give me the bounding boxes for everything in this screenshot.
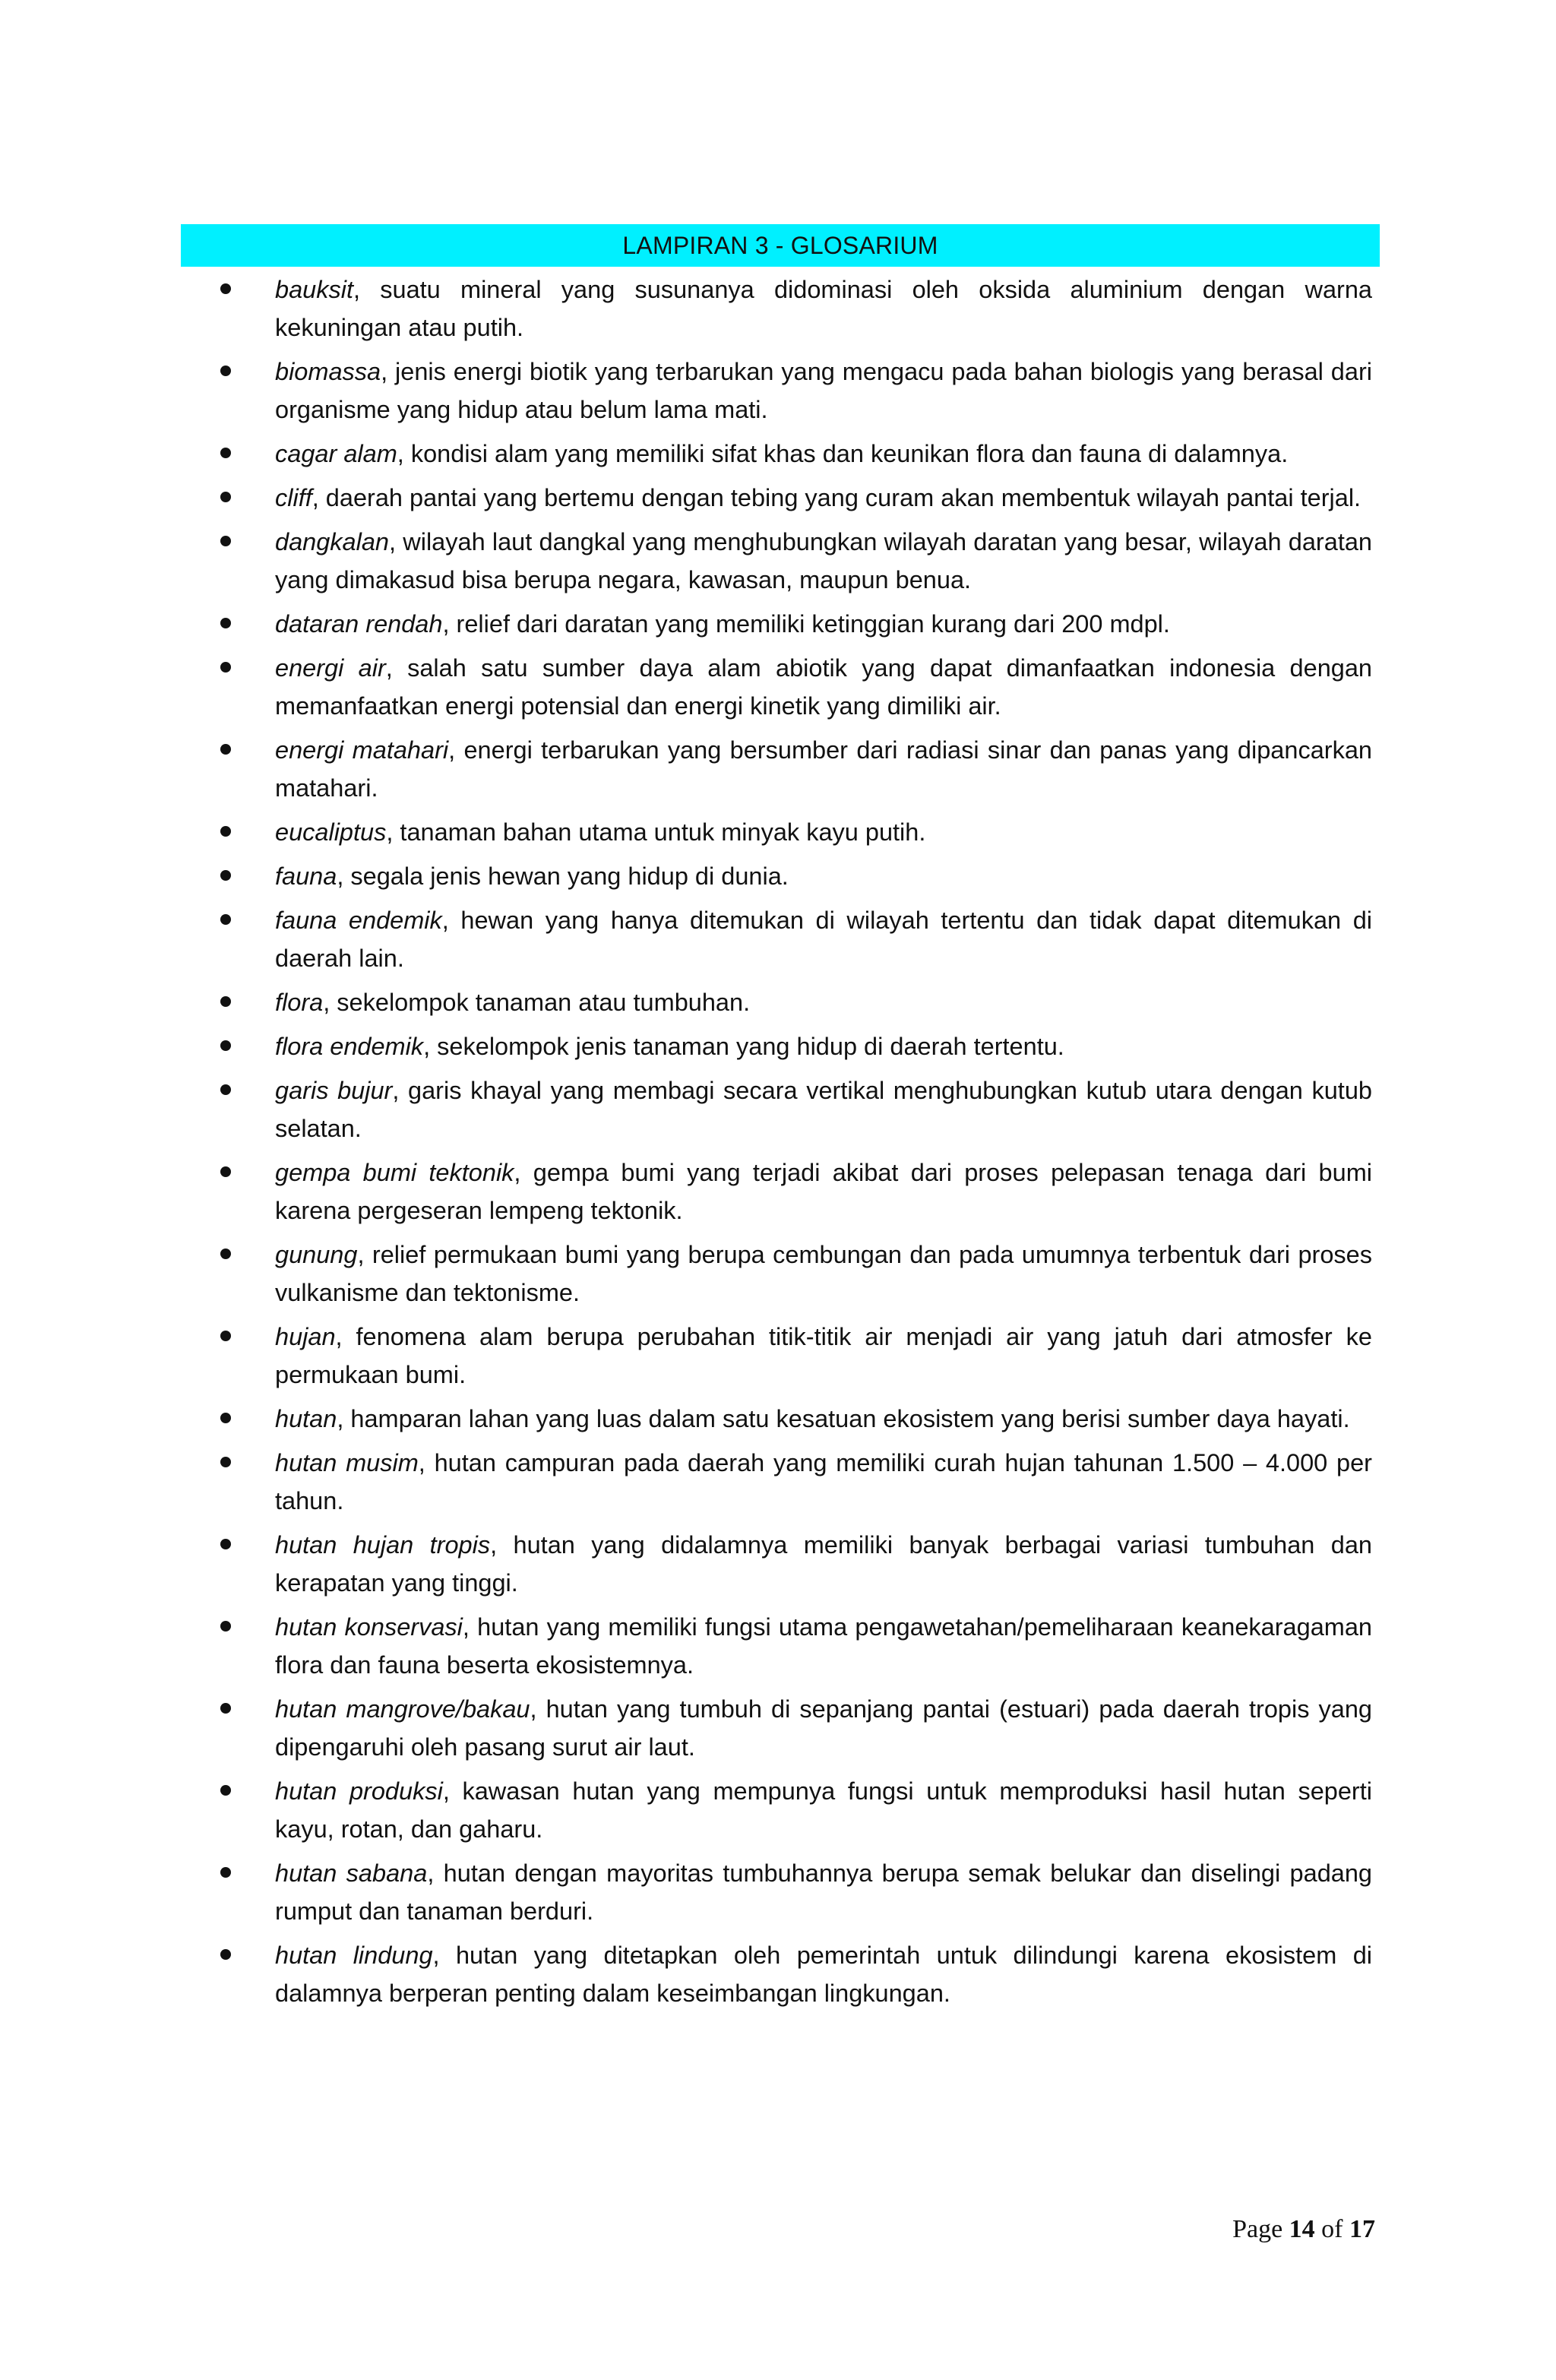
glossary-definition: , sekelompok tanaman atau tumbuhan. bbox=[323, 989, 751, 1016]
glossary-definition: , fenomena alam berupa perubahan titik-titik air menjadi air yang jatuh dari atmosfer ke permukaan bumi. bbox=[275, 1323, 1372, 1388]
glossary-term: hutan sabana bbox=[275, 1859, 428, 1887]
glossary-term: hujan bbox=[275, 1323, 336, 1350]
glossary-definition: , gempa bumi yang terjadi akibat dari proses pelepasan tenaga dari bumi karena pergeseran lempeng tektonik. bbox=[275, 1159, 1372, 1224]
glossary-term: hutan mangrove/bakau bbox=[275, 1695, 530, 1723]
bullet-icon bbox=[220, 870, 231, 881]
bullet-icon bbox=[220, 492, 231, 502]
current-page-number: 14 bbox=[1289, 2215, 1315, 2243]
glossary-entry bbox=[220, 983, 1372, 1021]
glossary-definition: , hutan campuran pada daerah yang memiliki curah hujan tahunan 1.500 – 4.000 per tahun. bbox=[275, 1449, 1372, 1514]
glossary-definition: , kawasan hutan yang mempunya fungsi untuk memproduksi hasil hutan seperti kayu, rotan, dan gaharu. bbox=[275, 1777, 1373, 1843]
glossary-entry bbox=[220, 479, 1372, 517]
glossary-entry bbox=[220, 1236, 1372, 1312]
glossary-entry bbox=[220, 1690, 1372, 1766]
appendix-header-bar bbox=[181, 224, 1380, 267]
bullet-icon bbox=[220, 1166, 231, 1177]
glossary-entry bbox=[220, 1854, 1372, 1930]
glossary-term: energi air bbox=[275, 654, 386, 682]
bullet-icon bbox=[220, 1539, 231, 1549]
glossary-entry bbox=[220, 1154, 1372, 1230]
glossary-definition: , hutan yang tumbuh di sepanjang pantai (estuari) pada daerah tropis yang dipengaruhi oleh pasang surut air laut. bbox=[275, 1695, 1372, 1761]
bullet-icon bbox=[220, 1457, 231, 1467]
glossary-term: hutan lindung bbox=[275, 1942, 433, 1969]
glossary-term: energi matahari bbox=[275, 736, 449, 764]
bullet-icon bbox=[220, 448, 231, 458]
glossary-entry bbox=[220, 1400, 1372, 1438]
glossary-entry bbox=[220, 1071, 1372, 1147]
glossary-entry bbox=[220, 813, 1372, 851]
glossary-definition: , energi terbarukan yang bersumber dari radiasi sinar dan panas yang dipancarkan matahari. bbox=[275, 736, 1372, 802]
bullet-icon bbox=[220, 914, 231, 925]
bullet-icon bbox=[220, 1785, 231, 1796]
bullet-icon bbox=[220, 1249, 231, 1259]
glossary-entry bbox=[220, 901, 1372, 977]
glossary-term: garis bujur bbox=[275, 1077, 393, 1104]
bullet-icon bbox=[220, 1413, 231, 1423]
glossary-definition: , kondisi alam yang memiliki sifat khas dan keunikan flora dan fauna di dalamnya. bbox=[397, 440, 1289, 467]
glossary-entry bbox=[220, 1027, 1372, 1065]
glossary-term: flora endemik bbox=[275, 1033, 424, 1060]
glossary-entry bbox=[220, 271, 1372, 347]
bullet-icon bbox=[220, 1621, 231, 1632]
bullet-icon bbox=[220, 1331, 231, 1341]
bullet-icon bbox=[220, 826, 231, 837]
glossary-list bbox=[220, 271, 1372, 2018]
glossary-entry bbox=[220, 435, 1372, 473]
glossary-definition: , suatu mineral yang susunanya didominasi oleh oksida aluminium dengan warna kekuningan atau putih. bbox=[275, 276, 1372, 341]
glossary-definition: , hewan yang hanya ditemukan di wilayah tertentu dan tidak dapat ditemukan di daerah lain. bbox=[275, 907, 1372, 972]
glossary-definition: , garis khayal yang membagi secara vertikal menghubungkan kutub utara dengan kutub selatan. bbox=[275, 1077, 1372, 1142]
glossary-definition: , relief permukaan bumi yang berupa cembungan dan pada umumnya terbentuk dari proses vulkanisme dan tektonisme. bbox=[275, 1241, 1372, 1306]
glossary-definition: , segala jenis hewan yang hidup di dunia. bbox=[337, 862, 789, 890]
glossary-term: dangkalan bbox=[275, 528, 389, 555]
glossary-entry bbox=[220, 1318, 1372, 1394]
glossary-term: dataran rendah bbox=[275, 610, 443, 638]
bullet-icon bbox=[220, 662, 231, 673]
of-label: of bbox=[1321, 2215, 1343, 2243]
bullet-icon bbox=[220, 1040, 231, 1051]
glossary-term: biomassa bbox=[275, 358, 381, 385]
glossary-entry bbox=[220, 523, 1372, 599]
glossary-entry bbox=[220, 1936, 1372, 2012]
glossary-definition: , jenis energi biotik yang terbarukan yang mengacu pada bahan biologis yang berasal dari organisme yang hidup atau belum lama mati. bbox=[275, 358, 1372, 423]
glossary-entry bbox=[220, 353, 1372, 429]
glossary-term: hutan konservasi bbox=[275, 1613, 463, 1641]
bullet-icon bbox=[220, 1703, 231, 1714]
bullet-icon bbox=[220, 1949, 231, 1960]
page-label: Page bbox=[1232, 2215, 1283, 2243]
glossary-definition: , hamparan lahan yang luas dalam satu kesatuan ekosistem yang berisi sumber daya hayati. bbox=[337, 1405, 1350, 1432]
glossary-definition: , tanaman bahan utama untuk minyak kayu putih. bbox=[386, 818, 926, 846]
glossary-term: hutan hujan tropis bbox=[275, 1531, 491, 1559]
glossary-term: fauna endemik bbox=[275, 907, 442, 934]
glossary-definition: , daerah pantai yang bertemu dengan tebing yang curam akan membentuk wilayah pantai terjal. bbox=[312, 484, 1362, 511]
bullet-icon bbox=[220, 1084, 231, 1095]
glossary-term: gunung bbox=[275, 1241, 358, 1268]
glossary-entry bbox=[220, 605, 1372, 643]
bullet-icon bbox=[220, 283, 231, 294]
glossary-definition: , hutan yang memiliki fungsi utama pengawetahan/pemeliharaan keanekaragaman flora dan fauna beserta ekosistemnya. bbox=[275, 1613, 1372, 1679]
glossary-term: gempa bumi tektonik bbox=[275, 1159, 514, 1186]
glossary-definition: , relief dari daratan yang memiliki ketinggian kurang dari 200 mdpl. bbox=[442, 610, 1170, 638]
glossary-entry bbox=[220, 731, 1372, 807]
glossary-entry bbox=[220, 1772, 1372, 1848]
glossary-term: hutan produksi bbox=[275, 1777, 443, 1805]
bullet-icon bbox=[220, 618, 231, 628]
glossary-term: eucaliptus bbox=[275, 818, 387, 846]
page-footer bbox=[1232, 2214, 1375, 2245]
glossary-definition: , salah satu sumber daya alam abiotik yang dapat dimanfaatkan indonesia dengan memanfaatkan energi potensial dan energi kinetik yang dimiliki air. bbox=[275, 654, 1372, 720]
glossary-term: bauksit bbox=[275, 276, 353, 303]
glossary-term: cagar alam bbox=[275, 440, 397, 467]
bullet-icon bbox=[220, 996, 231, 1007]
glossary-term: fauna bbox=[275, 862, 337, 890]
glossary-entry bbox=[220, 649, 1372, 725]
total-pages-number: 17 bbox=[1349, 2215, 1375, 2243]
glossary-term: flora bbox=[275, 989, 324, 1016]
glossary-definition: , wilayah laut dangkal yang menghubungkan wilayah daratan yang besar, wilayah daratan yang dimakasud bisa berupa negara, kawasan, maupun benua. bbox=[275, 528, 1372, 593]
glossary-term: hutan bbox=[275, 1405, 337, 1432]
glossary-entry bbox=[220, 857, 1372, 895]
glossary-entry bbox=[220, 1444, 1372, 1520]
bullet-icon bbox=[220, 536, 231, 546]
bullet-icon bbox=[220, 744, 231, 755]
glossary-term: cliff bbox=[275, 484, 312, 511]
glossary-definition: , hutan yang ditetapkan oleh pemerintah untuk dilindungi karena ekosistem di dalamnya berperan penting dalam keseimbangan lingkungan. bbox=[275, 1942, 1372, 2007]
appendix-title: LAMPIRAN 3 - GLOSARIUM bbox=[622, 232, 938, 259]
bullet-icon bbox=[220, 366, 231, 376]
glossary-definition: , hutan dengan mayoritas tumbuhannya berupa semak belukar dan diselingi padang rumput dan tanaman berduri. bbox=[275, 1859, 1373, 1925]
glossary-definition: , sekelompok jenis tanaman yang hidup di daerah tertentu. bbox=[423, 1033, 1064, 1060]
glossary-entry bbox=[220, 1608, 1372, 1684]
glossary-entry bbox=[220, 1526, 1372, 1602]
glossary-term: hutan musim bbox=[275, 1449, 419, 1476]
glossary-definition: , hutan yang didalamnya memiliki banyak berbagai variasi tumbuhan dan kerapatan yang tinggi. bbox=[275, 1531, 1372, 1597]
bullet-icon bbox=[220, 1867, 231, 1878]
